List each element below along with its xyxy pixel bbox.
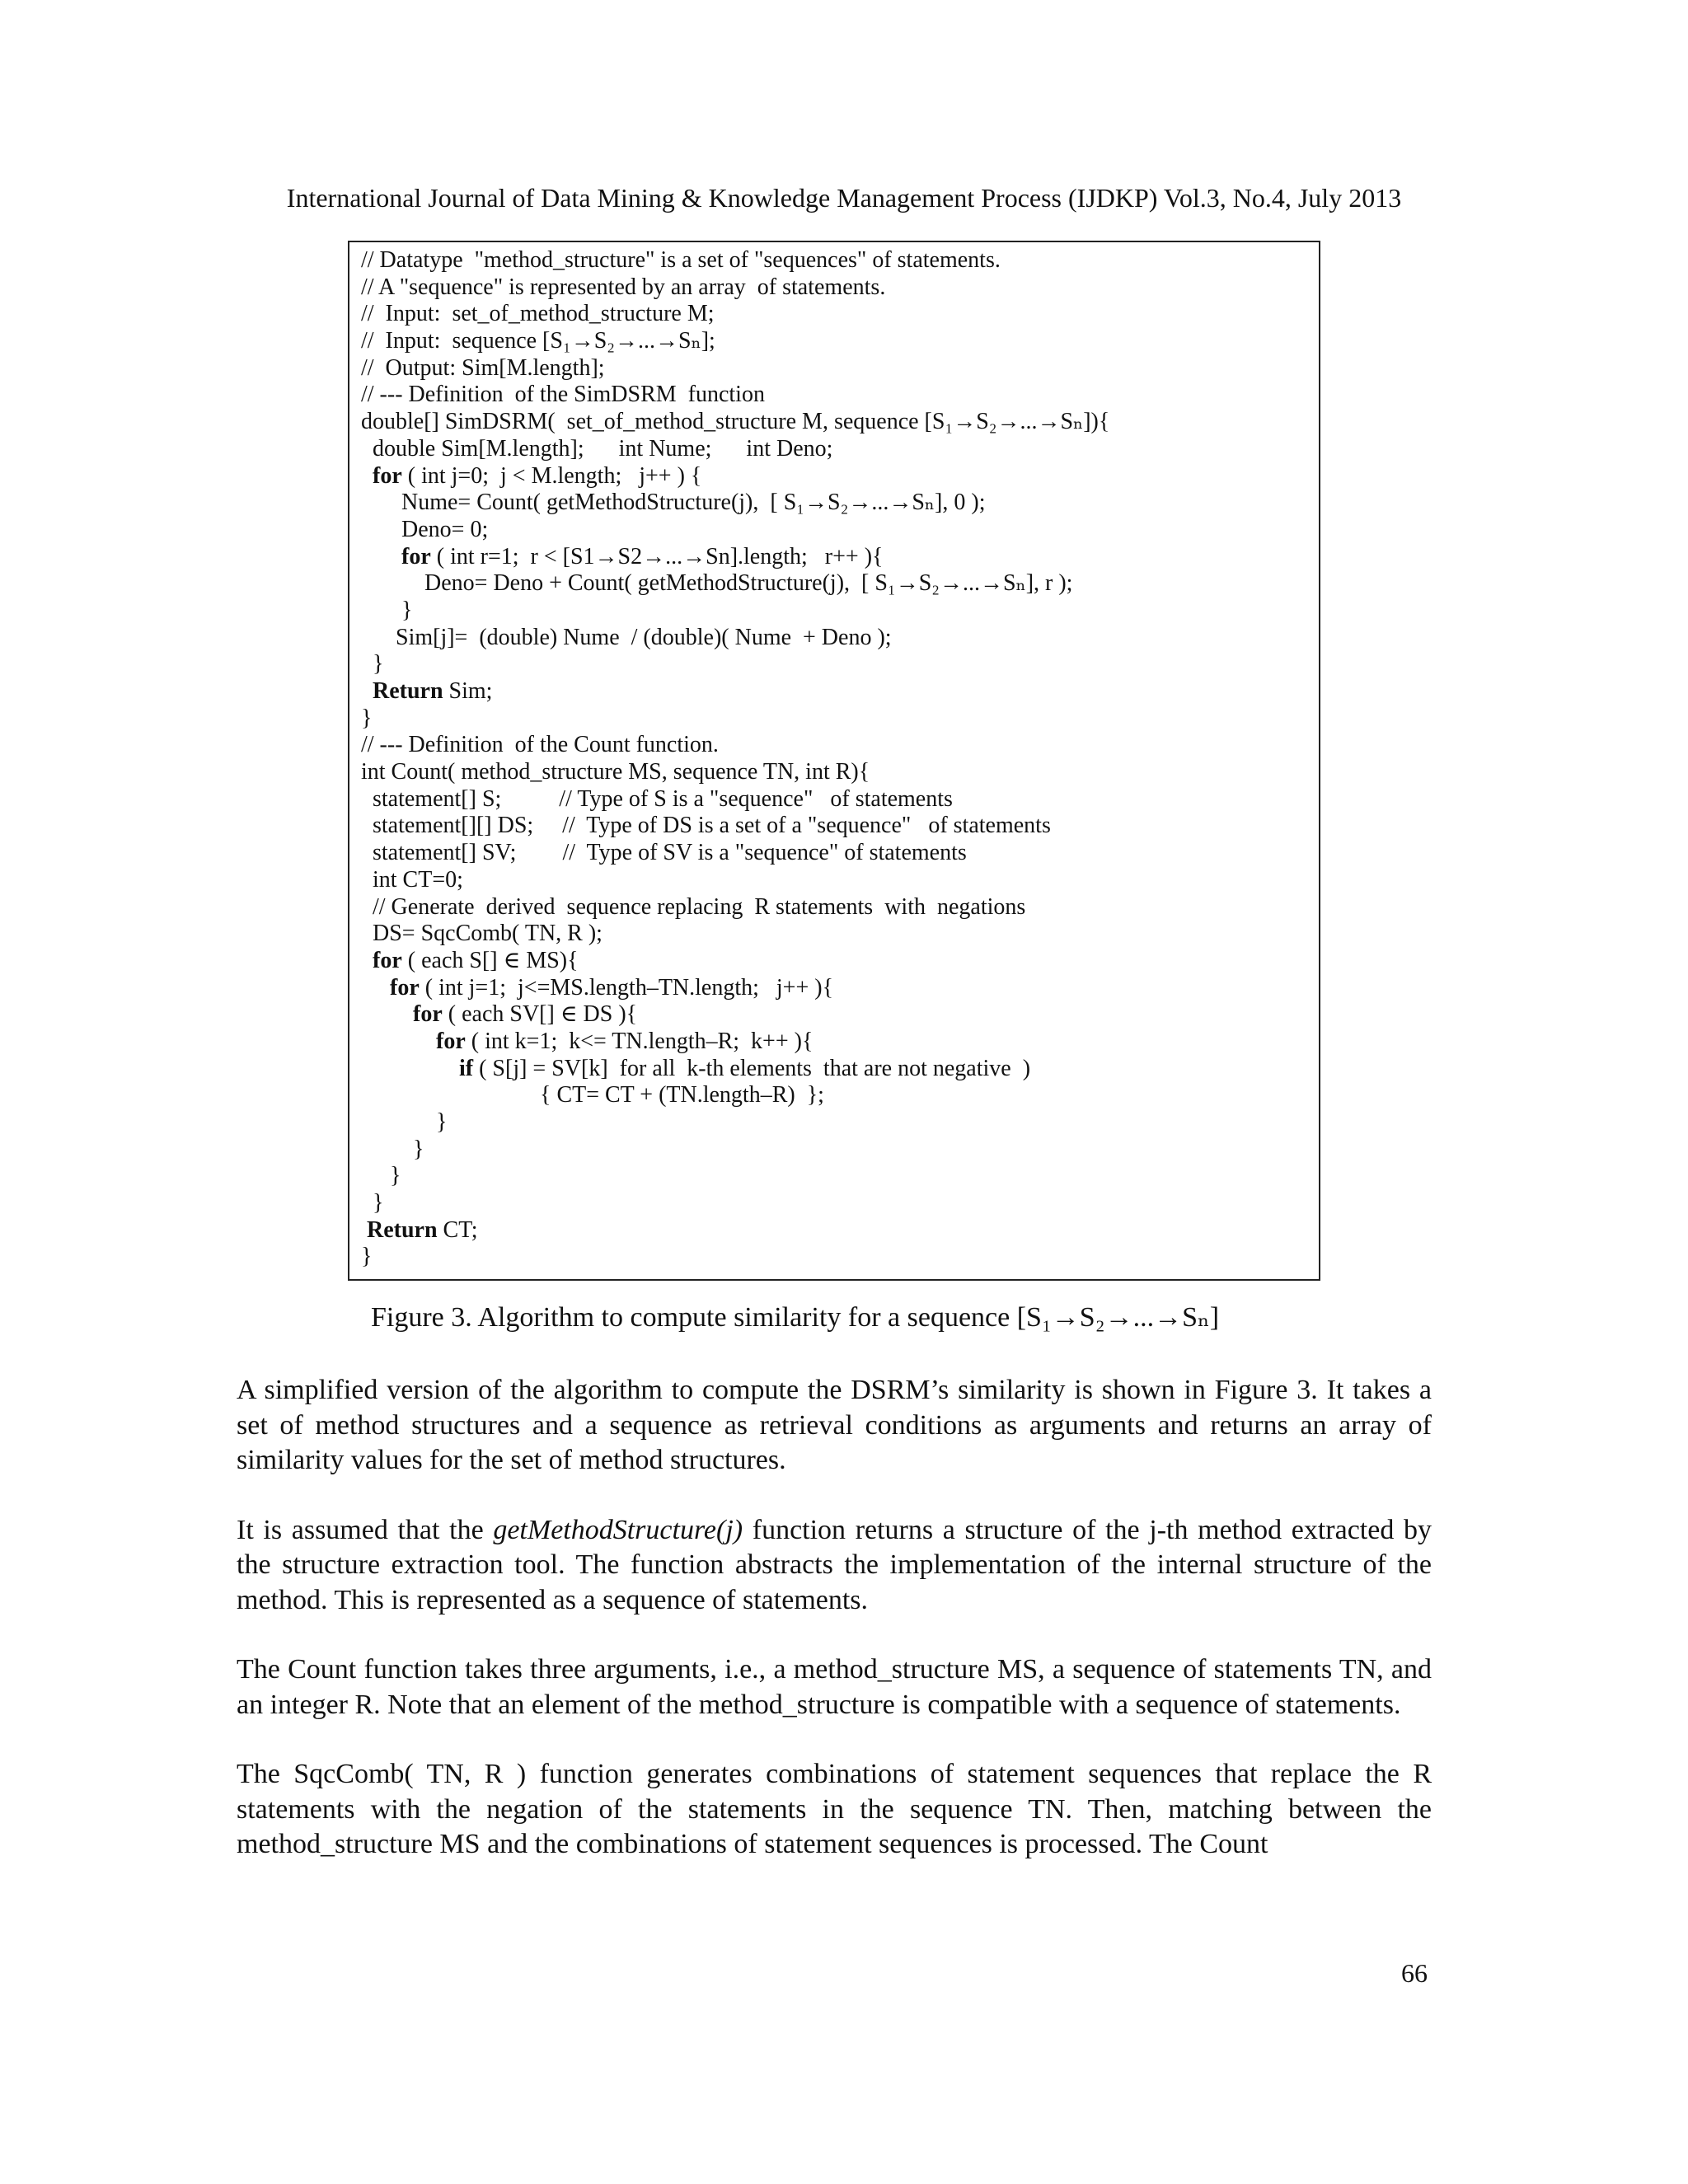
paragraph: It is assumed that the getMethodStructure(j) function returns a structure of the j-th method extracted by the structure extraction tool. The function abstracts the implementation of the internal structure of the method. This is represented as a sequence of statements. xyxy=(237,1514,1432,1615)
code-line: Sim[j]= (double) Nume / (double)( Nume + Deno ); xyxy=(361,624,892,650)
code-line: } xyxy=(361,1109,448,1135)
code-line: // Datatype "method_structure" is a set of "sequences" of statements. xyxy=(361,247,1001,273)
code-line: } xyxy=(361,705,373,731)
code-line: statement[][] DS; // Type of DS is a set of a "sequence" of statements xyxy=(361,813,1051,839)
code-line: for ( int k=1; k<= TN.length–R; k++ ){ xyxy=(436,1028,814,1054)
figure-caption: Figure 3. Algorithm to compute similarity for a sequence [S₁→S₂→...→Sₙ] xyxy=(371,1302,1220,1333)
algorithm-code xyxy=(361,247,1309,1271)
code-line: } xyxy=(361,651,384,677)
code-line: // Input: set_of_method_structure M; xyxy=(361,301,715,327)
code-line: DS= SqcComb( TN, R ); xyxy=(361,921,603,947)
code-line: statement[] S; // Type of S is a "sequence" of statements xyxy=(361,785,953,812)
code-line: } xyxy=(361,1190,384,1216)
code-line: Deno= 0; xyxy=(361,516,489,542)
code-line: } xyxy=(361,1244,373,1270)
code-line: // Generate derived sequence replacing R statements with negations xyxy=(361,893,1026,920)
code-line: double[] SimDSRM( set_of_method_structure M, sequence [S₁→S₂→...→Sₙ]){ xyxy=(361,409,1110,435)
code-line: } xyxy=(361,1136,424,1162)
code-line: for ( each S[] ∈ MS){ xyxy=(373,947,579,973)
code-line: for ( int j=0; j < M.length; j++ ) { xyxy=(373,462,702,489)
code-line: // Output: Sim[M.length]; xyxy=(361,354,605,381)
code-line: Return CT; xyxy=(367,1216,478,1243)
code-line: } xyxy=(361,597,413,623)
code-line: int Count( method_structure MS, sequence TN, int R){ xyxy=(361,759,870,785)
code-line: double Sim[M.length]; int Nume; int Deno; xyxy=(361,435,833,462)
code-line: Return Sim; xyxy=(373,678,493,704)
code-line: int CT=0; xyxy=(361,866,463,893)
algorithm-figure xyxy=(348,241,1320,1281)
code-line: if ( S[j] = SV[k] for all k-th elements that are not negative ) xyxy=(459,1055,1031,1081)
paragraph: The SqcComb( TN, R ) function generates combinations of statement sequences that replace the R statements with the negation of the statements in the sequence TN. Then, matching between the method_structure MS and the combinations of statement sequences is processed. The Count xyxy=(237,1759,1432,1859)
page-number: 66 xyxy=(1401,1958,1428,1988)
code-line: for ( int j=1; j<=MS.length–TN.length; j++ ){ xyxy=(390,974,834,1001)
code-line: // --- Definition of the SimDSRM function xyxy=(361,382,765,408)
code-line: Nume= Count( getMethodStructure(j), [ S₁→S₂→...→Sₙ], 0 ); xyxy=(361,490,986,516)
paragraph: The Count function takes three arguments, i.e., a method_structure MS, a sequence of statements TN, and an integer R. Note that an element of the method_structure is compatible with a sequence of statements. xyxy=(237,1654,1432,1720)
paragraph: A simplified version of the algorithm to compute the DSRM’s similarity is shown in Figure 3. It takes a set of method structures and a sequence as retrieval conditions as arguments and returns an array of similarity values for the set of method structures. xyxy=(237,1375,1432,1475)
journal-header: International Journal of Data Mining & Knowledge Management Process (IJDKP) Vol.3, No.4, July 2013 xyxy=(286,183,1402,213)
code-line: for ( int r=1; r < [S1→S2→...→Sn].length; r++ ){ xyxy=(401,543,884,569)
code-line: Deno= Deno + Count( getMethodStructure(j), [ S₁→S₂→...→Sₙ], r ); xyxy=(361,570,1073,597)
code-line: { CT= CT + (TN.length–R) }; xyxy=(361,1082,824,1108)
code-line: for ( each SV[] ∈ DS ){ xyxy=(413,1001,638,1028)
body-text xyxy=(237,1373,1432,1897)
code-line: // A "sequence" is represented by an array of statements. xyxy=(361,274,886,300)
code-line: statement[] SV; // Type of SV is a "sequence" of statements xyxy=(361,840,967,866)
code-line: // --- Definition of the Count function. xyxy=(361,732,719,758)
code-line: } xyxy=(361,1163,401,1189)
code-line: // Input: sequence [S₁→S₂→...→Sₙ]; xyxy=(361,328,715,354)
